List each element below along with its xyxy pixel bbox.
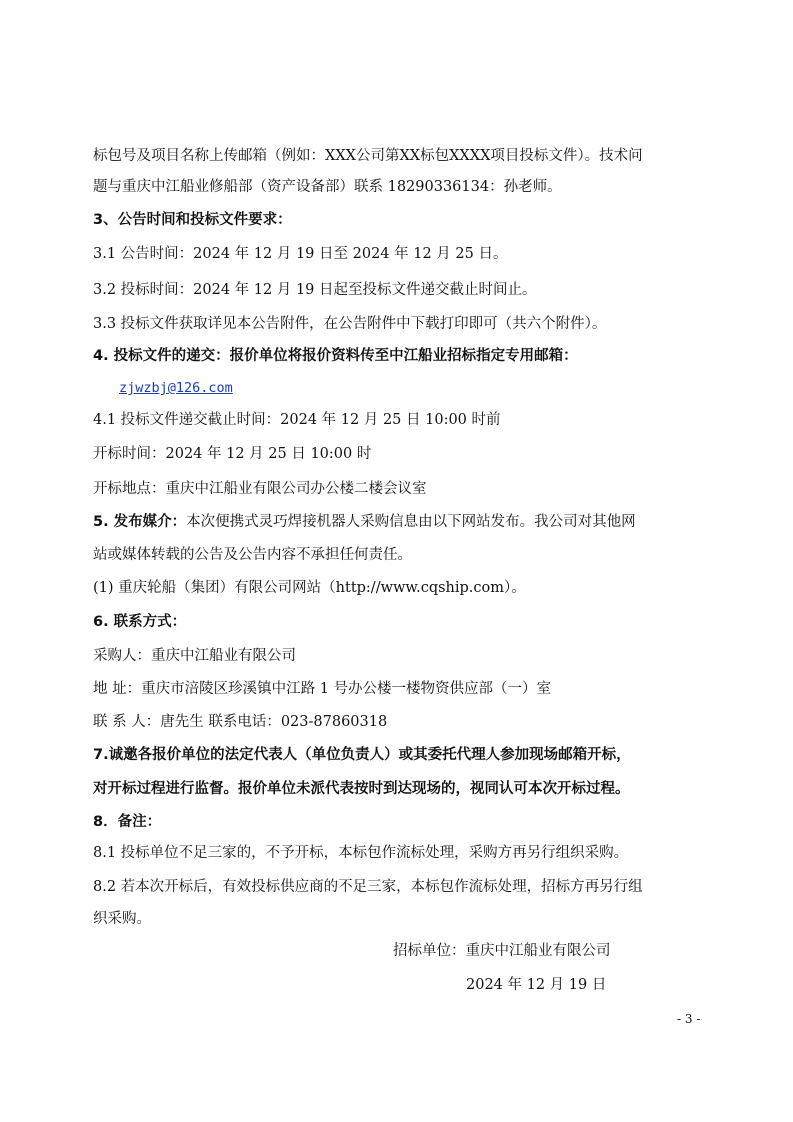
section-4-heading: 4. 投标文件的递交：报价单位将报价资料传至中江船业招标指定专用邮箱：	[93, 348, 578, 364]
email-link[interactable]: zjwzbj@126.com	[119, 380, 233, 396]
contact: 联 系 人：唐先生 联系电话：023-87860318	[93, 714, 388, 730]
body-line-13: 站或媒体转载的公告及公告内容不承担任何责任。	[93, 547, 412, 563]
page-number: - 3 -	[677, 1012, 701, 1026]
notice-time: 3.1 公告时间：2024 年 12 月 19 日至 2024 年 12 月 25 日。	[93, 246, 508, 262]
body-line-1: 标包号及项目名称上传邮箱（例如：XXX公司第XX标包XXXX项目投标文件）。技术问	[93, 148, 643, 164]
section-8-heading: 8．备注：	[93, 814, 162, 830]
section-5-line	[93, 512, 636, 532]
section-7-line-1: 7.诚邀各报价单位的法定代表人（单位负责人）或其委托代理人参加现场邮箱开标，	[93, 747, 631, 763]
section-5-heading: 5. 发布媒介：	[93, 514, 187, 530]
note-8-1: 8.1 投标单位不足三家的，不予开标，本标包作流标处理，采购方再另行组织采购。	[93, 845, 629, 861]
section-3-heading: 3、公告时间和投标文件要求：	[93, 212, 292, 228]
bid-docs-info: 3.3 投标文件获取详见本公告附件，在公告附件中下载打印即可（共六个附件）。	[93, 316, 607, 332]
signature-date: 2024 年 12 月 19 日	[466, 977, 607, 993]
signature-unit: 招标单位：重庆中江船业有限公司	[393, 943, 611, 959]
purchaser: 采购人：重庆中江船业有限公司	[93, 648, 296, 664]
opening-location: 开标地点：重庆中江船业有限公司办公楼二楼会议室	[93, 481, 427, 497]
section-6-heading: 6. 联系方式：	[93, 614, 187, 630]
section-5-body: 本次便携式灵巧焊接机器人采购信息由以下网站发布。我公司对其他网	[186, 514, 636, 530]
website-line: (1) 重庆轮船（集团）有限公司网站（http://www.cqship.com）。	[93, 580, 526, 596]
opening-time: 开标时间：2024 年 12 月 25 日 10:00 时	[93, 446, 372, 462]
section-7-line-2: 对开标过程进行监督。报价单位未派代表按时到达现场的，视同认可本次开标过程。	[93, 781, 630, 797]
body-line-2: 题与重庆中江船业修船部（资产设备部）联系 18290336134：孙老师。	[93, 179, 562, 195]
address: 地 址：重庆市涪陵区珍溪镇中江路 1 号办公楼一楼物资供应部（一）室	[93, 681, 552, 697]
bid-time: 3.2 投标时间：2024 年 12 月 19 日起至投标文件递交截止时间止。	[93, 282, 537, 298]
deadline: 4.1 投标文件递交截止时间：2024 年 12 月 25 日 10:00 时前	[93, 412, 501, 428]
note-8-2-cont: 织采购。	[93, 911, 151, 927]
note-8-2: 8.2 若本次开标后，有效投标供应商的不足三家，本标包作流标处理，招标方再另行组	[93, 879, 643, 895]
